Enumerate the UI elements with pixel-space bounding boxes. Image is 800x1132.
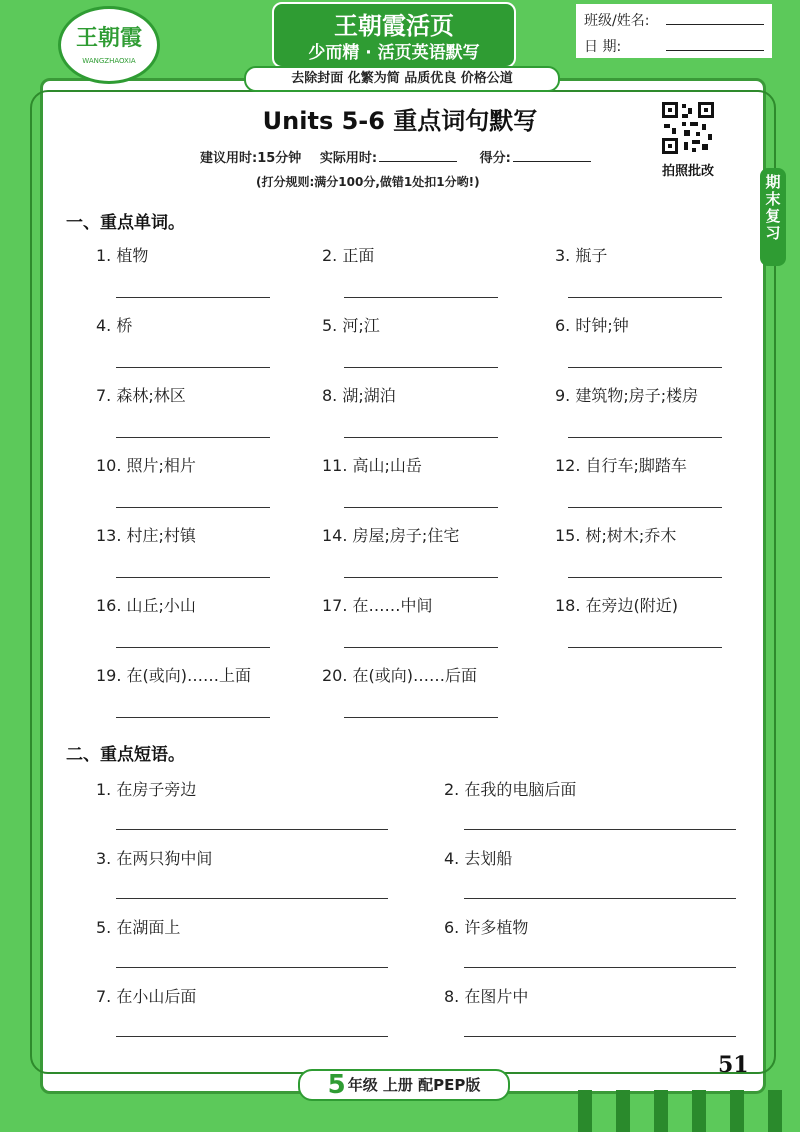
scoring-rule: (打分规则:满分100分,做错1处扣1分哟!) bbox=[256, 175, 480, 189]
answer-line[interactable] bbox=[116, 297, 270, 298]
series-name: 少而精 · 活页英语默写 bbox=[308, 43, 480, 63]
vocabulary-item: 10. 照片;相片 bbox=[96, 456, 196, 475]
suggested-time: 建议用时:15分钟 bbox=[200, 151, 302, 166]
phrase-item: 2. 在我的电脑后面 bbox=[444, 780, 577, 799]
actual-time-label: 实际用时: bbox=[319, 151, 378, 166]
vocabulary-item: 13. 村庄;村镇 bbox=[96, 526, 196, 545]
answer-line[interactable] bbox=[344, 577, 498, 578]
vocabulary-item: 11. 高山;山岳 bbox=[322, 456, 422, 475]
answer-line[interactable] bbox=[568, 507, 722, 508]
grade-edition-pill bbox=[298, 1069, 510, 1101]
phrase-item: 8. 在图片中 bbox=[444, 987, 529, 1006]
vocabulary-item: 18. 在旁边(附近) bbox=[555, 596, 679, 615]
answer-line[interactable] bbox=[464, 1036, 736, 1037]
answer-line[interactable] bbox=[344, 437, 498, 438]
decorative-stripes bbox=[576, 1090, 786, 1132]
answer-line[interactable] bbox=[568, 437, 722, 438]
vocabulary-item: 16. 山丘;小山 bbox=[96, 596, 196, 615]
logo-text: 王朝霞 bbox=[75, 25, 142, 51]
answer-line[interactable] bbox=[568, 297, 722, 298]
answer-line[interactable] bbox=[344, 717, 498, 718]
phrase-item: 6. 许多植物 bbox=[444, 918, 529, 937]
answer-line[interactable] bbox=[116, 829, 388, 830]
logo-subtext: WANGZHAOXIA bbox=[82, 57, 136, 65]
stripe bbox=[578, 1090, 592, 1132]
actual-time-field[interactable] bbox=[379, 149, 457, 162]
vocabulary-item: 14. 房屋;房子;住宅 bbox=[322, 526, 460, 545]
answer-line[interactable] bbox=[116, 367, 270, 368]
phrase-item: 5. 在湖面上 bbox=[96, 918, 181, 937]
section-vocabulary-heading: 一、重点单词。 bbox=[66, 213, 185, 233]
score-label: 得分: bbox=[479, 151, 511, 166]
page-title: Units 5-6 重点词句默写 bbox=[262, 107, 538, 135]
side-tab-final-review: 期末复习 bbox=[760, 168, 786, 266]
answer-line[interactable] bbox=[116, 507, 270, 508]
vocabulary-item: 15. 树;树木;乔木 bbox=[555, 526, 677, 545]
vocabulary-item: 4. 桥 bbox=[96, 316, 133, 335]
student-info-box bbox=[576, 4, 772, 58]
vocabulary-item: 9. 建筑物;房子;楼房 bbox=[555, 386, 699, 405]
vocabulary-item: 5. 河;江 bbox=[322, 316, 380, 335]
section-phrases-heading: 二、重点短语。 bbox=[66, 745, 185, 765]
answer-line[interactable] bbox=[344, 367, 498, 368]
header-banner bbox=[272, 2, 516, 68]
answer-line[interactable] bbox=[344, 297, 498, 298]
answer-line[interactable] bbox=[116, 577, 270, 578]
vocabulary-item: 3. 瓶子 bbox=[555, 246, 608, 265]
brand-logo bbox=[58, 6, 160, 84]
time-score-row bbox=[200, 147, 601, 166]
slogan-bar: 去除封面 化繁为简 品质优良 价格公道 bbox=[244, 66, 560, 92]
phrase-item: 3. 在两只狗中间 bbox=[96, 849, 213, 868]
answer-line[interactable] bbox=[116, 717, 270, 718]
stripe bbox=[654, 1090, 668, 1132]
answer-line[interactable] bbox=[568, 367, 722, 368]
brand-title: 王朝霞活页 bbox=[334, 11, 454, 40]
phrase-item: 1. 在房子旁边 bbox=[96, 780, 197, 799]
phrase-item: 7. 在小山后面 bbox=[96, 987, 197, 1006]
vocabulary-item: 1. 植物 bbox=[96, 246, 149, 265]
answer-line[interactable] bbox=[568, 577, 722, 578]
grade-edition-text: 年级 上册 配PEP版 bbox=[347, 1076, 481, 1094]
class-name-label: 班级/姓名: bbox=[584, 13, 650, 29]
date-label: 日 期: bbox=[584, 39, 622, 55]
stripe bbox=[692, 1090, 706, 1132]
answer-line[interactable] bbox=[464, 829, 736, 830]
score-field[interactable] bbox=[513, 149, 591, 162]
answer-line[interactable] bbox=[344, 647, 498, 648]
qr-caption: 拍照批改 bbox=[661, 164, 714, 179]
date-field[interactable] bbox=[666, 50, 764, 51]
answer-line[interactable] bbox=[116, 647, 270, 648]
answer-line[interactable] bbox=[116, 1036, 388, 1037]
answer-line[interactable] bbox=[464, 898, 736, 899]
answer-line[interactable] bbox=[464, 967, 736, 968]
vocabulary-item: 19. 在(或向)……上面 bbox=[96, 666, 252, 685]
vocabulary-item: 8. 湖;湖泊 bbox=[322, 386, 396, 405]
answer-line[interactable] bbox=[568, 647, 722, 648]
phrase-item: 4. 去划船 bbox=[444, 849, 513, 868]
answer-line[interactable] bbox=[116, 967, 388, 968]
grade-number: 5 bbox=[327, 1070, 346, 1100]
class-name-field[interactable] bbox=[666, 24, 764, 25]
stripe bbox=[768, 1090, 782, 1132]
vocabulary-item: 20. 在(或向)……后面 bbox=[322, 666, 478, 685]
answer-line[interactable] bbox=[344, 507, 498, 508]
vocabulary-item: 2. 正面 bbox=[322, 246, 375, 265]
answer-line[interactable] bbox=[116, 437, 270, 438]
qr-code-icon bbox=[660, 100, 716, 156]
stripe bbox=[616, 1090, 630, 1132]
stripe bbox=[730, 1090, 744, 1132]
vocabulary-item: 12. 自行车;脚踏车 bbox=[555, 456, 687, 475]
answer-line[interactable] bbox=[116, 898, 388, 899]
vocabulary-item: 17. 在……中间 bbox=[322, 596, 433, 615]
vocabulary-item: 7. 森林;林区 bbox=[96, 386, 186, 405]
vocabulary-item: 6. 时钟;钟 bbox=[555, 316, 629, 335]
page-number: 51 bbox=[718, 1052, 749, 1078]
